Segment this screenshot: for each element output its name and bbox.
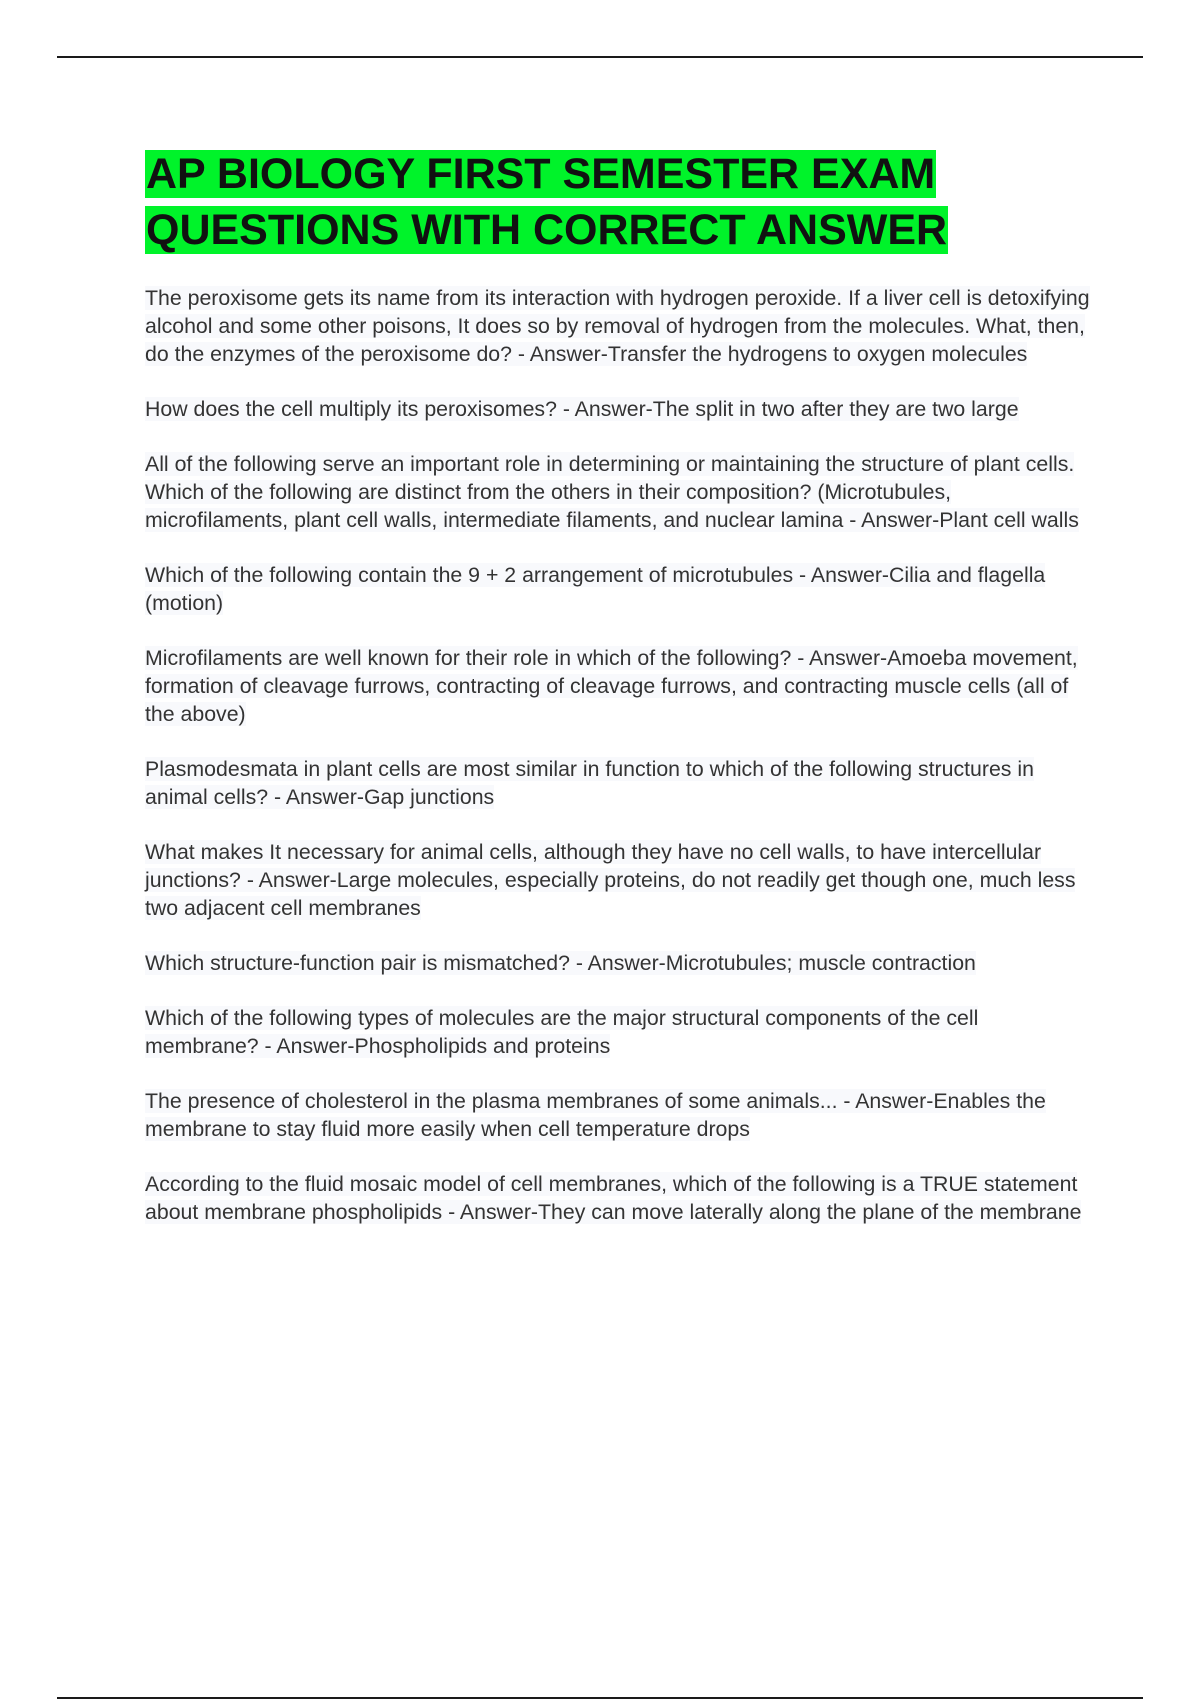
question-answer-item: The peroxisome gets its name from its interaction with hydrogen peroxide. If a liver cell is detoxifying alcohol and some other poisons, It does so by removal of hydrogen from the molecules. What, then, do the enzymes of the peroxisome do? - Answer-Transfer the hydrogens to oxygen molecules — [145, 286, 1090, 366]
question-answer-item: What makes It necessary for animal cells, although they have no cell walls, to have intercellular junctions? - Answer-Large molecules, especially proteins, do not readily get though one, much less two adjacent cell membranes — [145, 840, 1076, 920]
document-body — [145, 146, 1095, 1253]
bottom-rule — [57, 1697, 1143, 1699]
question-answer-item: Which structure-function pair is mismatched? - Answer-Microtubules; muscle contraction — [145, 951, 976, 975]
question-answer-item: According to the fluid mosaic model of cell membranes, which of the following is a TRUE statement about membrane phospholipids - Answer-They can move laterally along the plane of the membrane — [145, 1172, 1082, 1224]
question-answer-item: How does the cell multiply its peroxisomes? - Answer-The split in two after they are two large — [145, 397, 1019, 421]
question-answer-item: All of the following serve an important role in determining or maintaining the structure of plant cells. Which of the following are distinct from the others in their composition? (Microtubules, microfilaments, plant cell walls, intermediate filaments, and nuclear lamina - Answer-Plant cell walls — [145, 452, 1079, 532]
page-title — [145, 146, 1095, 258]
top-rule — [57, 56, 1143, 58]
question-answer-list — [145, 284, 1095, 1226]
question-answer-item: Plasmodesmata in plant cells are most similar in function to which of the following structures in animal cells? - Answer-Gap junctions — [145, 757, 1034, 809]
question-answer-item: Which of the following types of molecules are the major structural components of the cell membrane? - Answer-Phospholipids and proteins — [145, 1006, 979, 1058]
question-answer-item: Microfilaments are well known for their role in which of the following? - Answer-Amoeba movement, formation of cleavage furrows, contracting of cleavage furrows, and contracting muscle cells (all of the above) — [145, 646, 1078, 726]
highlighted-title-text: AP BIOLOGY FIRST SEMESTER EXAM QUESTIONS WITH CORRECT ANSWER — [146, 150, 948, 254]
question-answer-item: Which of the following contain the 9 + 2 arrangement of microtubules - Answer-Cilia and flagella (motion) — [145, 563, 1046, 615]
question-answer-item: The presence of cholesterol in the plasma membranes of some animals... - Answer-Enables the membrane to stay fluid more easily when cell temperature drops — [145, 1089, 1046, 1141]
